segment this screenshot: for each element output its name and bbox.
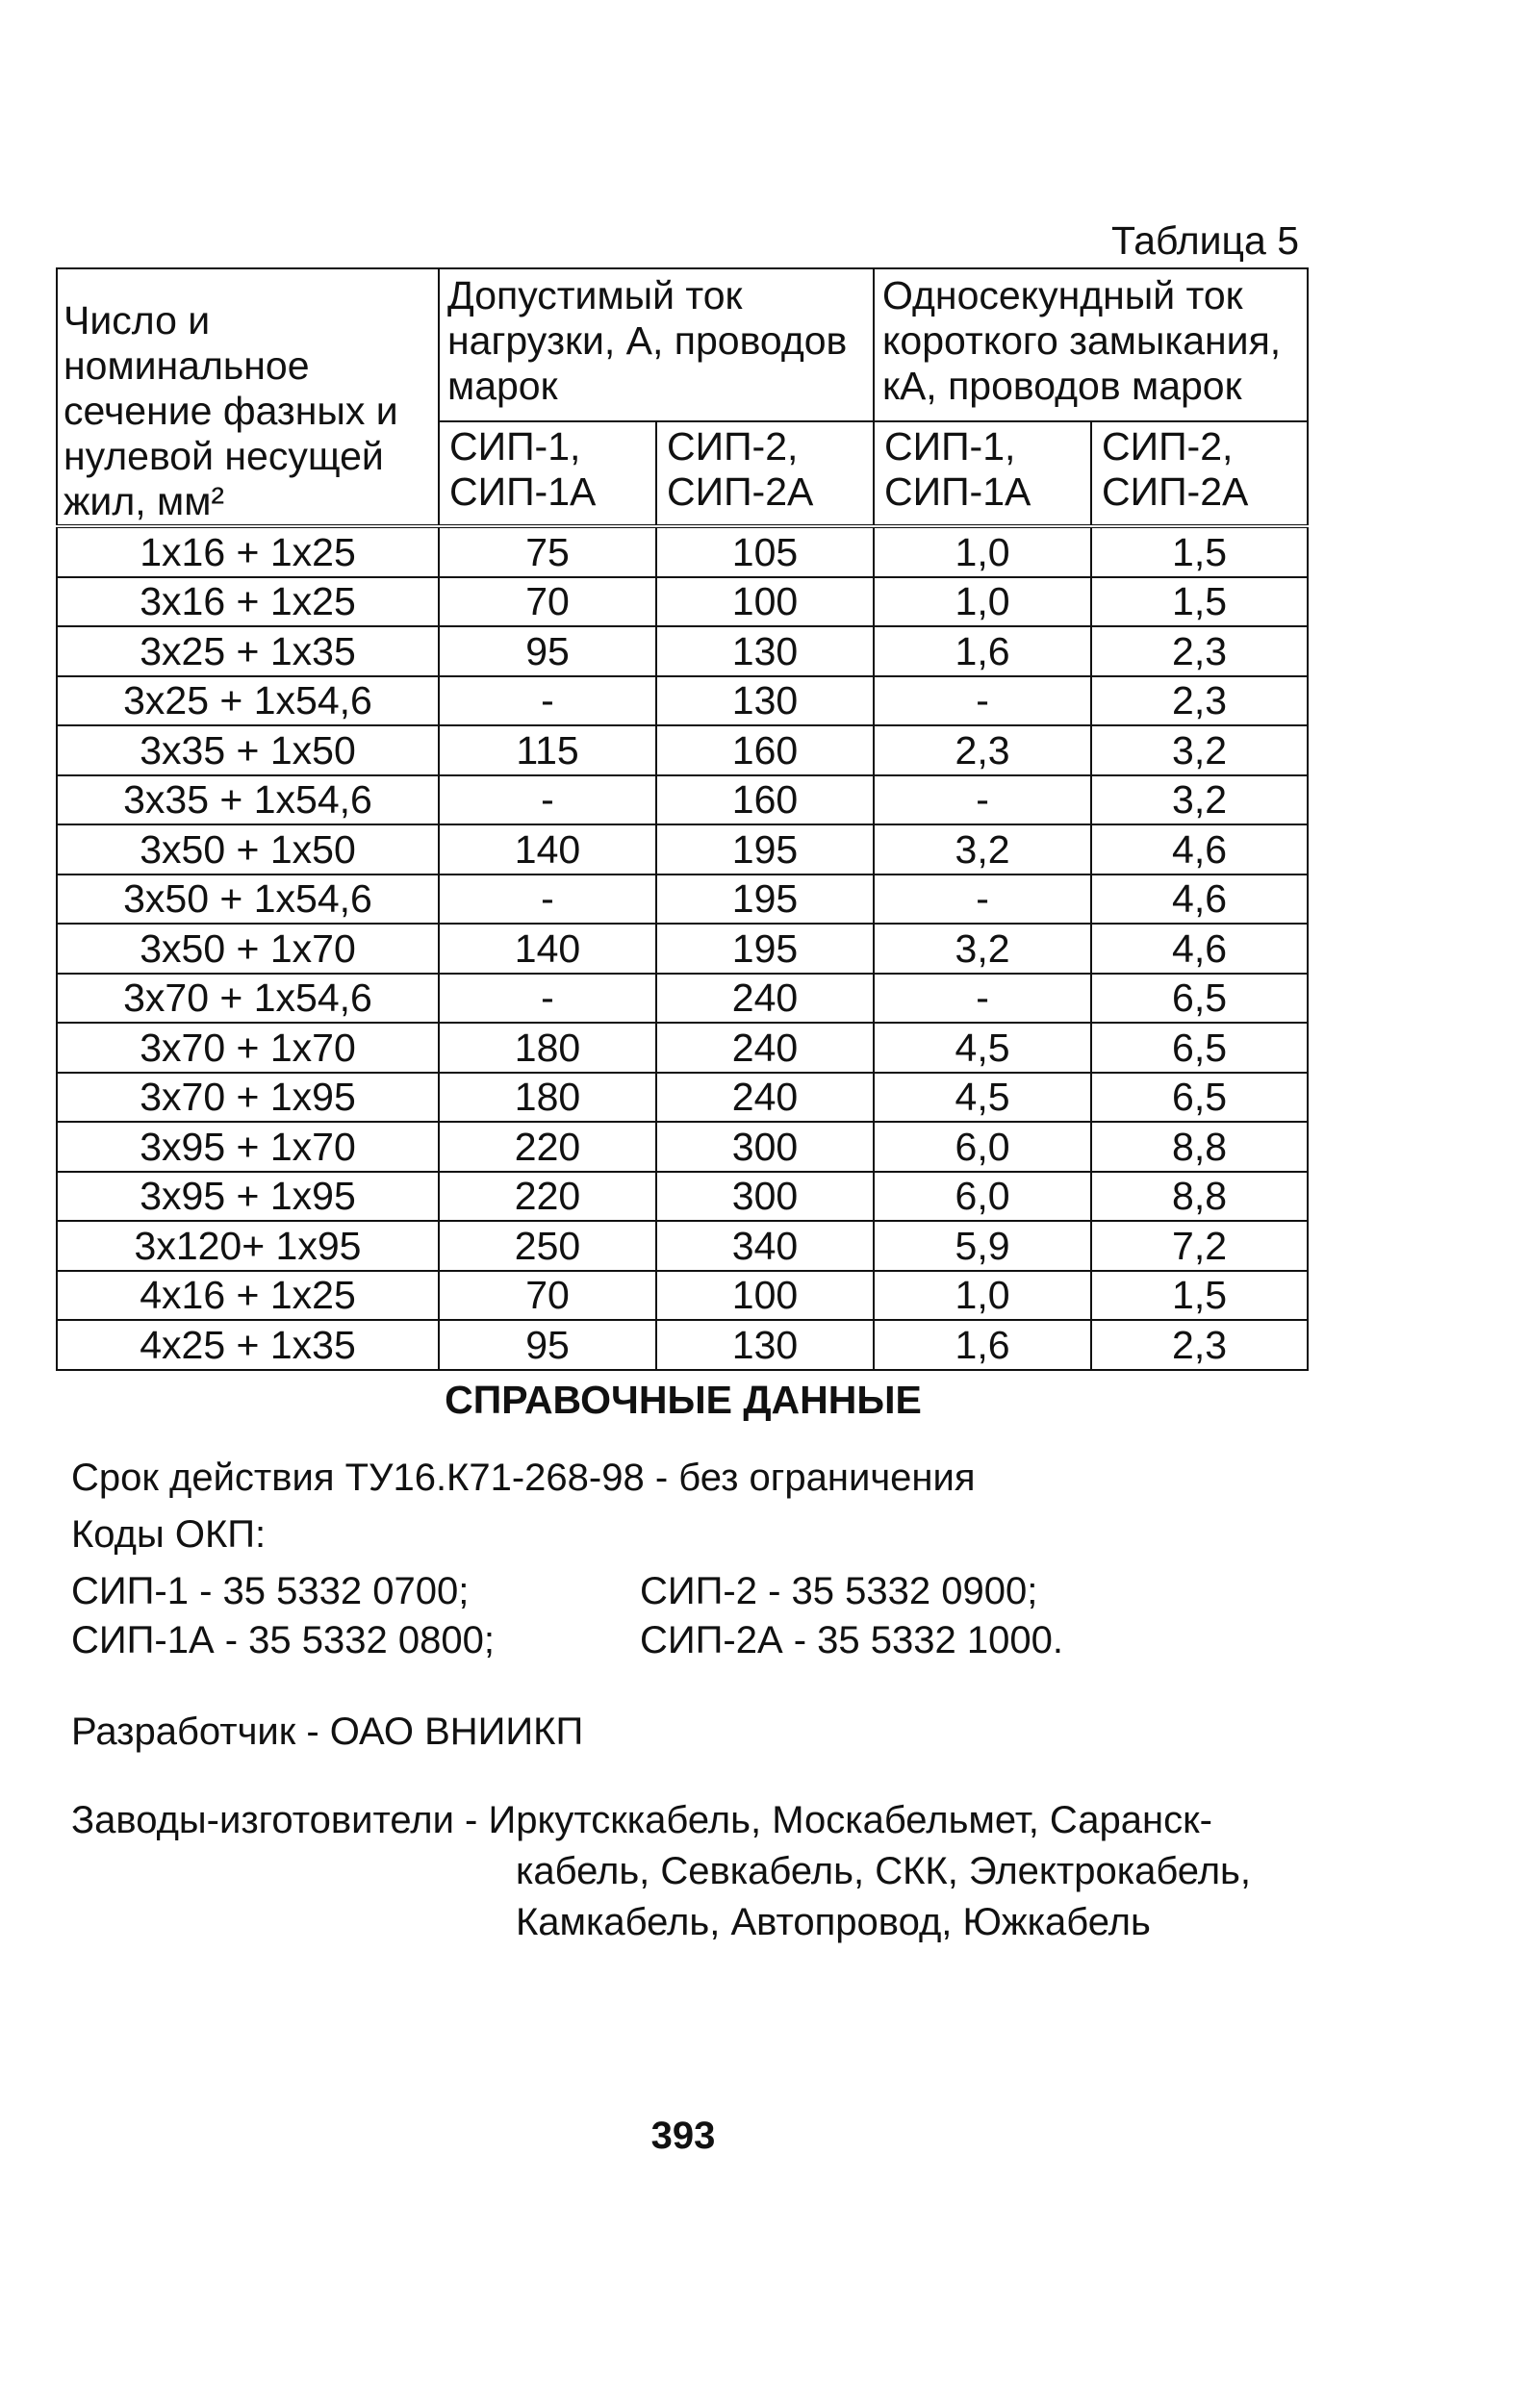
table-cell: - [874,775,1091,825]
table-cell: 2,3 [1091,626,1308,676]
table-cell: 4,6 [1091,874,1308,925]
table-cell: 100 [656,577,874,627]
table-cell: 2,3 [874,725,1091,775]
table-row [57,924,1308,974]
validity-text: Срок действия ТУ16.К71-268-98 - без ограничения [71,1457,976,1499]
cell-cross-section: 3х70 + 1х95 [57,1073,439,1123]
developer-text: Разработчик - ОАО ВНИИКП [71,1711,584,1753]
table-cell: 1,0 [874,1271,1091,1321]
table-cell: 1,0 [874,526,1091,577]
cell-cross-section: 4х16 + 1х25 [57,1271,439,1321]
table-cell: 250 [439,1221,656,1271]
table-cell: 300 [656,1122,874,1172]
subheader-sc-sip2: СИП-2, СИП-2А [1091,421,1308,526]
table-cell: 160 [656,775,874,825]
cell-cross-section: 3х50 + 1х70 [57,924,439,974]
table-cell: 240 [656,974,874,1024]
manufacturers-line-1: Заводы-изготовители - Иркутсккабель, Москабельмет, Саранск- [71,1799,1212,1841]
table-row [57,1320,1308,1370]
table-row [57,1023,1308,1073]
table-cell: 6,5 [1091,1073,1308,1123]
table-cell: 8,8 [1091,1172,1308,1222]
table-cell: 4,6 [1091,824,1308,874]
table-cell: 220 [439,1172,656,1222]
table-container [56,267,1307,1371]
table-cell: 195 [656,824,874,874]
cell-cross-section: 3х16 + 1х25 [57,577,439,627]
cell-cross-section: 3х25 + 1х54,6 [57,676,439,726]
cell-cross-section: 1х16 + 1х25 [57,526,439,577]
table-row [57,1073,1308,1123]
table-body [57,526,1308,1370]
table-cell: 180 [439,1073,656,1123]
table-cell: 1,0 [874,577,1091,627]
table-cell: 3,2 [874,824,1091,874]
table-cell: 4,5 [874,1073,1091,1123]
table-row [57,725,1308,775]
table-row [57,974,1308,1024]
cable-current-table [56,267,1309,1371]
table-cell: 2,3 [1091,676,1308,726]
table-cell: 340 [656,1221,874,1271]
table-cell: 6,0 [874,1172,1091,1222]
cell-cross-section: 3х120+ 1х95 [57,1221,439,1271]
table-cell: 1,6 [874,626,1091,676]
table-cell: 1,6 [874,1320,1091,1370]
table-cell: 180 [439,1023,656,1073]
header-cross-section: Число и номинальное сечение фазных и нулевой несущей жил, мм² [57,268,439,526]
table-cell: - [439,974,656,1024]
table-cell: - [874,676,1091,726]
table-row [57,526,1308,577]
subheader-load-sip2: СИП-2, СИП-2А [656,421,874,526]
table-cell: 3,2 [1091,775,1308,825]
table-row [57,676,1308,726]
cell-cross-section: 3х35 + 1х50 [57,725,439,775]
table-row [57,775,1308,825]
cell-cross-section: 4х25 + 1х35 [57,1320,439,1370]
okp-sip1: СИП-1 - 35 5332 0700; [71,1570,470,1612]
table-cell: 7,2 [1091,1221,1308,1271]
table-row [57,1122,1308,1172]
table-row [57,824,1308,874]
table-cell: 6,5 [1091,1023,1308,1073]
table-cell: 3,2 [1091,725,1308,775]
table-cell: - [439,676,656,726]
table-cell: 95 [439,1320,656,1370]
cell-cross-section: 3х70 + 1х54,6 [57,974,439,1024]
cell-cross-section: 3х50 + 1х50 [57,824,439,874]
table-cell: 220 [439,1122,656,1172]
cell-cross-section: 3х95 + 1х70 [57,1122,439,1172]
table-cell: 1,5 [1091,1271,1308,1321]
table-cell: - [874,874,1091,925]
table-cell: 1,5 [1091,577,1308,627]
cell-cross-section: 3х70 + 1х70 [57,1023,439,1073]
section-title: СПРАВОЧНЫЕ ДАННЫЕ [445,1378,922,1422]
table-cell: 130 [656,676,874,726]
table-cell: 130 [656,1320,874,1370]
table-row [57,1172,1308,1222]
cell-cross-section: 3х50 + 1х54,6 [57,874,439,925]
subheader-load-sip1: СИП-1, СИП-1А [439,421,656,526]
okp-sip2a: СИП-2А - 35 5332 1000. [640,1619,1063,1661]
table-cell: 115 [439,725,656,775]
page-number: 393 [650,2115,716,2157]
table-cell: 70 [439,1271,656,1321]
table-cell: 95 [439,626,656,676]
table-cell: 240 [656,1023,874,1073]
table-cell: - [874,974,1091,1024]
table-cell: 4,6 [1091,924,1308,974]
cell-cross-section: 3х25 + 1х35 [57,626,439,676]
table-cell: 160 [656,725,874,775]
manufacturers-line-3: Камкабель, Автопровод, Южкабель [516,1901,1151,1943]
manufacturers-line-2: кабель, Севкабель, СКК, Электрокабель, [516,1850,1251,1892]
table-row [57,1221,1308,1271]
okp-sip2: СИП-2 - 35 5332 0900; [640,1570,1038,1612]
table-cell: 6,0 [874,1122,1091,1172]
table-cell: 195 [656,924,874,974]
header-load-current: Допустимый ток нагрузки, А, проводов марок [439,268,874,421]
table-cell: - [439,775,656,825]
table-row [57,874,1308,925]
okp-label: Коды ОКП: [71,1513,267,1556]
cell-cross-section: 3х35 + 1х54,6 [57,775,439,825]
table-cell: 1,5 [1091,526,1308,577]
table-cell: 70 [439,577,656,627]
table-cell: 4,5 [874,1023,1091,1073]
table-cell: 240 [656,1073,874,1123]
table-cell: 195 [656,874,874,925]
table-cell: 75 [439,526,656,577]
subheader-sc-sip1: СИП-1, СИП-1А [874,421,1091,526]
table-cell: 140 [439,924,656,974]
table-cell: 100 [656,1271,874,1321]
table-cell: 300 [656,1172,874,1222]
header-short-circuit-current: Односекундный ток короткого замыкания, кА, проводов марок [874,268,1308,421]
table-cell: 6,5 [1091,974,1308,1024]
table-cell: 130 [656,626,874,676]
table-cell: 5,9 [874,1221,1091,1271]
table-cell: 2,3 [1091,1320,1308,1370]
cell-cross-section: 3х95 + 1х95 [57,1172,439,1222]
table-cell: - [439,874,656,925]
table-cell: 3,2 [874,924,1091,974]
table-cell: 8,8 [1091,1122,1308,1172]
okp-sip1a: СИП-1А - 35 5332 0800; [71,1619,495,1661]
table-row [57,626,1308,676]
table-row [57,1271,1308,1321]
table-cell: 105 [656,526,874,577]
table-cell: 140 [439,824,656,874]
table-caption: Таблица 5 [1111,218,1299,263]
table-row [57,577,1308,627]
